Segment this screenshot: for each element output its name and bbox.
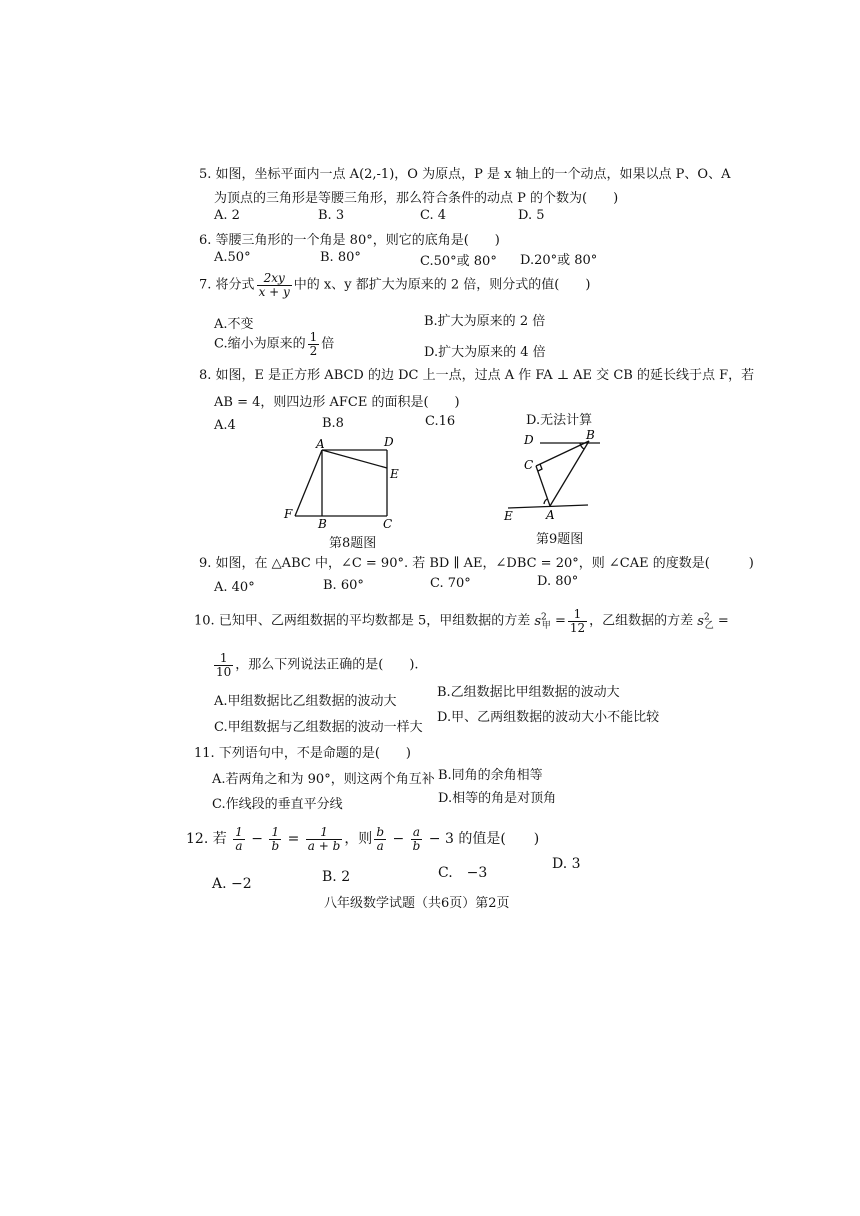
q12-option-d: D. 3 <box>552 856 581 872</box>
q6-option-d: D.20°或 80° <box>520 253 598 268</box>
q12-frac-1a-num: 1 <box>235 825 243 839</box>
fig9-label-c: C <box>524 458 534 472</box>
q11-line <box>194 742 411 761</box>
q6-text: 等腰三角形的一个角是 80°，则它的底角是( ) <box>215 233 500 248</box>
fig8-caption: 第8题图 <box>329 536 377 551</box>
q7-option-a: A.不变 <box>214 317 254 332</box>
q9-text: 如图，在 △ABC 中，∠C = 90°. 若 BD ∥ AE，∠DBC = 20°，则 ∠CAE 的度数是( ) <box>215 556 754 571</box>
q11-option-a: A.若两角之和为 90°，则这两个角互补 <box>212 772 435 787</box>
q12-frac-3 <box>374 826 386 852</box>
q12-number: 12. <box>186 831 209 848</box>
q5-text-1: 如图，坐标平面内一点 A(2,-1)，O 为原点，P 是 x 轴上的一个动点，如果以点 P、O、A <box>215 167 731 182</box>
q12-line <box>186 826 539 852</box>
q10-eq1: = <box>554 613 566 629</box>
q10-s1-sup: 2 <box>541 612 547 623</box>
figure-9 <box>500 428 600 528</box>
q7-option-c-numerator: 1 <box>309 330 318 344</box>
q10-variance-1 <box>534 612 551 632</box>
q10-option-c: C.甲组数据与乙组数据的波动一样大 <box>214 720 423 735</box>
q10-mid: ，乙组数据的方差 <box>589 613 694 629</box>
q8-number: 8. <box>199 368 212 383</box>
q6-option-b: B. 80° <box>320 250 361 265</box>
page-footer: 八年级数学试题（共6页）第2页 <box>324 896 510 911</box>
q8-line1 <box>199 364 754 383</box>
q8-option-d: D.无法计算 <box>526 413 593 428</box>
q8-option-b: B.8 <box>322 416 344 431</box>
q7-option-c-denominator: 2 <box>309 343 318 358</box>
q10-fraction-1-denominator: 12 <box>569 620 586 635</box>
q8-text-2: AB = 4，则四边形 AFCE 的面积是( ) <box>214 395 460 410</box>
q5-option-b: B. 3 <box>318 208 345 223</box>
q10-s2: s <box>697 613 704 629</box>
q12-option-a: A. −2 <box>212 876 252 892</box>
q12-frac-4-num: a <box>411 826 423 840</box>
q12-minus-2: − <box>392 831 405 848</box>
q11-option-d: D.相等的角是对顶角 <box>438 791 557 806</box>
q9-option-d: D. 80° <box>537 574 579 589</box>
q10-s1: s <box>534 613 542 629</box>
q7-option-c-fraction <box>308 331 320 357</box>
q6-number: 6. <box>199 233 212 248</box>
q10-option-b: B.乙组数据比甲组数据的波动大 <box>437 685 620 700</box>
fig8-label-a: A <box>316 437 325 451</box>
q12-option-c: C. −3 <box>438 865 488 881</box>
q12-mid: ，则 <box>344 831 373 848</box>
fig9-caption: 第9题图 <box>536 532 584 547</box>
q7-fraction-numerator: 2xy <box>257 272 292 286</box>
fig8-label-d: D <box>384 435 394 449</box>
q10-fraction-2 <box>214 652 233 678</box>
q10-fraction-2-denominator: 10 <box>216 664 232 679</box>
q9-line <box>199 552 754 571</box>
fig8-label-f: F <box>284 507 293 521</box>
fig9-label-d: D <box>524 433 534 447</box>
q5-option-a: A. 2 <box>214 208 240 223</box>
q5-option-c: C. 4 <box>420 208 447 223</box>
q7-option-b: B.扩大为原来的 2 倍 <box>424 314 546 329</box>
q10-fraction-2-numerator: 1 <box>214 652 233 666</box>
q10-line1 <box>194 608 729 634</box>
q6-option-c: C.50°或 80° <box>420 254 497 269</box>
q11-text: 下列语句中，不是命题的是( ) <box>218 746 411 761</box>
q7-option-d: D.扩大为原来的 4 倍 <box>424 345 546 360</box>
q11-option-b: B.同角的余角相等 <box>438 768 543 783</box>
q7-option-c <box>214 331 334 357</box>
q10-s1-sub: 甲 <box>541 621 551 632</box>
q12-frac-3-den: a <box>376 838 384 853</box>
fig9-angle-a-arc <box>544 499 547 504</box>
q10-post: ，那么下列说法正确的是( ). <box>235 657 419 673</box>
q12-frac-2-den: a + b <box>307 838 341 853</box>
q12-frac-1b <box>269 826 281 852</box>
q9-number: 9. <box>199 556 212 571</box>
q7-option-c-post: 倍 <box>321 336 335 352</box>
q8-text-1: 如图，E 是正方形 ABCD 的边 DC 上一点，过点 A 作 FA ⊥ AE 交 CB 的延长线于点 F，若 <box>215 368 755 383</box>
q12-frac-1b-den: b <box>271 838 280 853</box>
q7-fraction-denominator: x + y <box>258 284 290 299</box>
q9-option-b: B. 60° <box>323 578 364 593</box>
q8-option-a: A.4 <box>214 418 236 433</box>
q10-option-a: A.甲组数据比乙组数据的波动大 <box>214 694 397 709</box>
q7-fraction <box>257 272 292 298</box>
fig9-label-b: B <box>586 428 595 442</box>
fig9-label-e: E <box>504 509 513 523</box>
fig9-label-a: A <box>546 508 555 522</box>
q11-option-c: C.作线段的垂直平分线 <box>212 797 343 812</box>
q10-s2-sup: 2 <box>703 612 710 623</box>
q10-s2-sub: 乙 <box>704 621 714 632</box>
q10-line2 <box>212 652 419 678</box>
q10-variance-2 <box>697 612 714 632</box>
q10-fraction-1 <box>568 608 587 634</box>
q12-frac-1b-num: 1 <box>269 826 281 840</box>
q7-post: 中的 x、y 都扩大为原来的 2 倍，则分式的值( ) <box>293 277 591 293</box>
q7-option-c-pre: C.缩小为原来的 <box>214 336 306 352</box>
q12-frac-1a <box>233 826 245 852</box>
fig8-label-b: B <box>318 517 327 531</box>
q7-line <box>199 272 590 298</box>
q12-frac-3-num: b <box>376 825 384 839</box>
q5-text-2: 为顶点的三角形是等腰三角形，那么符合条件的动点 P 的个数为( ) <box>214 191 619 206</box>
q10-pre: 已知甲、乙两组数据的平均数都是 5，甲组数据的方差 <box>218 613 531 629</box>
q12-frac-2 <box>306 826 343 852</box>
q12-equals: = <box>287 831 300 848</box>
q12-frac-4-den: b <box>412 838 421 853</box>
q7-pre: 将分式 <box>215 277 255 293</box>
q12-option-b: B. 2 <box>322 869 351 885</box>
fig9-edge-ca <box>536 466 550 506</box>
q10-number: 10. <box>194 613 215 629</box>
q12-post: − 3 的值是( ) <box>428 831 540 848</box>
q12-frac-4 <box>411 826 423 852</box>
q9-option-c: C. 70° <box>430 576 471 591</box>
q9-option-a: A. 40° <box>214 580 255 595</box>
fig8-label-e: E <box>390 467 399 481</box>
q12-frac-2-num: 1 <box>306 826 343 840</box>
q7-number: 7. <box>199 277 212 293</box>
q10-eq2: = <box>717 613 729 629</box>
fig8-label-c: C <box>383 517 393 531</box>
q5-option-d: D. 5 <box>518 208 545 223</box>
q11-number: 11. <box>194 746 215 761</box>
q12-pre: 若 <box>212 831 227 848</box>
q5-number: 5. <box>199 167 212 182</box>
q10-fraction-1-numerator: 1 <box>568 608 587 622</box>
q6-line <box>199 229 500 248</box>
q10-option-d: D.甲、乙两组数据的波动大小不能比较 <box>437 710 660 725</box>
q5-line1 <box>199 163 730 182</box>
fig8-edge-ae <box>322 450 387 468</box>
q12-minus-1: − <box>251 831 263 848</box>
q6-option-a: A.50° <box>214 250 251 265</box>
fig8-edge-af <box>295 450 322 516</box>
q8-option-c: C.16 <box>425 414 456 429</box>
q12-frac-1a-den: a <box>235 838 243 853</box>
